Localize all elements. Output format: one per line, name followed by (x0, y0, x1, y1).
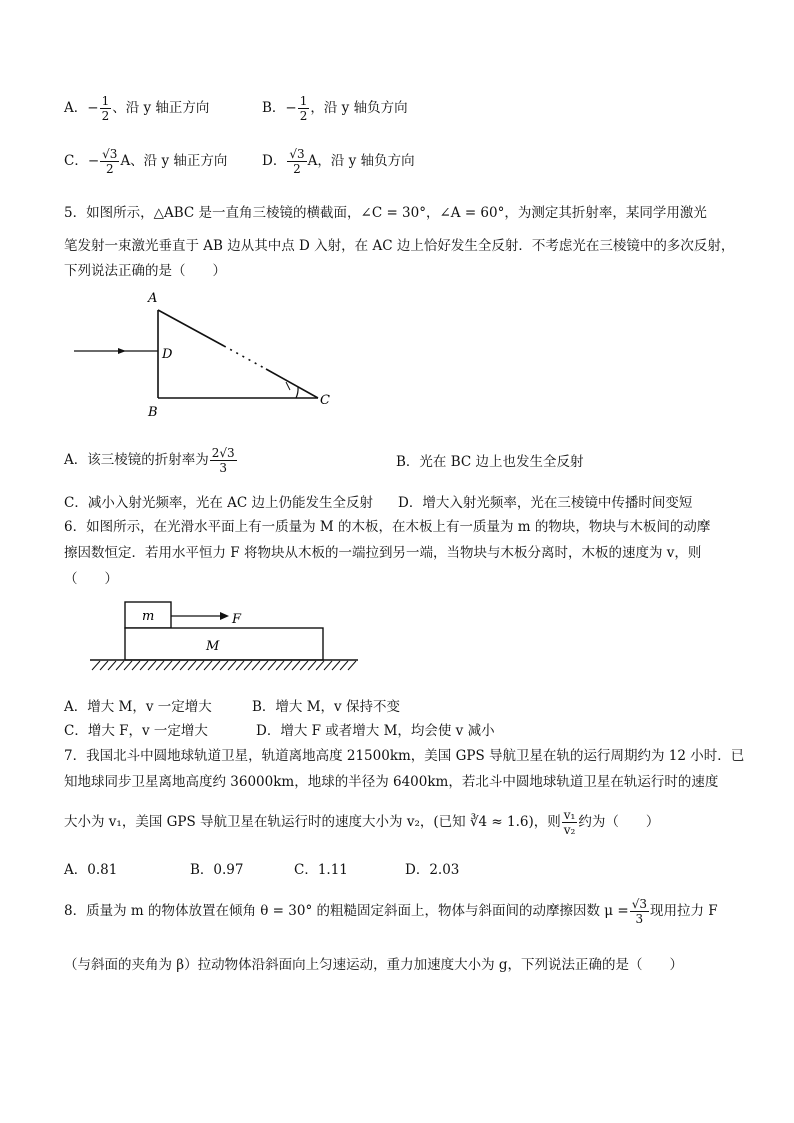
q6-block-figure (86, 594, 366, 676)
q5-option-c[interactable]: C．减小入射光频率，光在 AC 边上仍能发生全反射 (64, 495, 373, 511)
q5-a-fraction: $\frac{2√3}{3}$ (211, 446, 235, 475)
q6-option-c[interactable]: C．增大 F，v 一定增大 (64, 723, 208, 739)
q5-option-a[interactable]: A．该三棱镜的折射率为 $\frac{2√3}{3}$ (64, 446, 235, 475)
label-M: M (206, 639, 220, 654)
angle-c-arc (296, 387, 298, 398)
label-a: A (148, 291, 158, 306)
q7-stem-line2: 知地球同步卫星离地高度约 36000km，地球的半径为 6400km，若北斗中圆地球轨道卫星在轨运行时的速度 (64, 774, 719, 790)
prism-edge-ac (158, 310, 224, 346)
q4-c-fraction: $\frac{√3}{2}$ (102, 147, 118, 176)
q6-option-d[interactable]: D．增大 F 或者增大 M，均会使 v 减小 (256, 723, 495, 739)
q4-option-a[interactable]: A．− $\frac{1}{2}$ 、沿 y 轴正方向 (64, 94, 210, 123)
q7-stem-line1: 7．我国北斗中圆地球轨道卫星，轨道离地高度 21500km，美国 GPS 导航卫星在轨的运行周期约为 12 小时．已 (64, 748, 745, 764)
label-m: m (142, 609, 155, 624)
prism-edge-ac-dotted (224, 346, 266, 369)
q7-option-b[interactable]: B．0.97 (190, 862, 244, 878)
q5-prism-figure (60, 286, 360, 422)
q8-mu-fraction: $\frac{√3}{3}$ (631, 897, 647, 926)
q7-option-d[interactable]: D．2.03 (405, 862, 460, 878)
ground-hatching (92, 661, 356, 670)
label-d: D (162, 347, 173, 362)
q6-stem-line3: （ ） (64, 571, 118, 587)
force-arrow-icon (220, 612, 229, 620)
prism-edge-ac-end (266, 369, 318, 398)
q6-option-a[interactable]: A．增大 M，v 一定增大 (64, 699, 212, 715)
q6-stem-line2: 擦因数恒定．若用水平恒力 F 将物块从木板的一端拉到另一端，当物块与木板分离时，木板的速度为 v，则 (64, 545, 702, 561)
q5-stem-line1: 5．如图所示，△ABC 是一直角三棱镜的横截面，∠C = 30°，∠A = 60°，为测定其折射率，某同学用激光 (64, 205, 707, 221)
q6-stem-line1: 6．如图所示，在光滑水平面上有一质量为 M 的木板，在木板上有一质量为 m 的物块，物块与木板间的动摩 (64, 519, 711, 535)
q5-option-d[interactable]: D．增大入射光频率，光在三棱镜中传播时间变短 (398, 495, 693, 511)
q7-option-c[interactable]: C．1.11 (294, 862, 348, 878)
label-c: C (320, 393, 330, 408)
q7-option-a[interactable]: A．0.81 (64, 862, 118, 878)
q8-stem-line2: （与斜面的夹角为 β）拉动物体沿斜面向上匀速运动，重力加速度大小为 g，下列说法正确的是（ ） (64, 957, 684, 973)
laser-arrow-icon (118, 348, 126, 354)
q8-stem-line1: 8．质量为 m 的物体放置在倾角 θ = 30° 的粗糙固定斜面上，物体与斜面间的动摩擦因数 μ = $\frac{√3}{3}$ 现用拉力 F (64, 897, 718, 926)
board-M (125, 628, 323, 660)
label-F: F (232, 612, 242, 627)
q4-option-b[interactable]: B．− $\frac{1}{2}$ ，沿 y 轴负方向 (262, 94, 408, 123)
label-b: B (148, 405, 158, 420)
q7-stem-line3: 大小为 v₁，美国 GPS 导航卫星在轨运行时的速度大小为 v₂，(已知 ∛4 ≈ 1.6)，则 $\frac{\text{v₁}}{\text{v₂}}$ 约为（ ） (64, 808, 660, 837)
q5-stem-line3: 下列说法正确的是（ ） (64, 263, 226, 279)
q4-a-fraction: $\frac{1}{2}$ (101, 94, 110, 123)
angle-c-arc-inner (286, 382, 290, 390)
q4-option-c[interactable]: C．− $\frac{√3}{2}$ A、沿 y 轴正方向 (64, 147, 228, 176)
q6-option-b[interactable]: B．增大 M，v 保持不变 (252, 699, 400, 715)
q7-velocity-ratio: $\frac{\text{v₁}}{\text{v₂}}$ (563, 808, 576, 837)
q4-d-fraction: $\frac{√3}{2}$ (289, 147, 305, 176)
q4-option-d[interactable]: D． $\frac{√3}{2}$ A，沿 y 轴负方向 (262, 147, 415, 176)
q5-stem-line2: 笔发射一束激光垂直于 AB 边从其中点 D 入射，在 AC 边上恰好发生全反射．不考虑光在三棱镜中的多次反射， (64, 238, 735, 254)
q4-b-fraction: $\frac{1}{2}$ (299, 94, 308, 123)
q5-option-b[interactable]: B．光在 BC 边上也发生全反射 (396, 454, 584, 470)
